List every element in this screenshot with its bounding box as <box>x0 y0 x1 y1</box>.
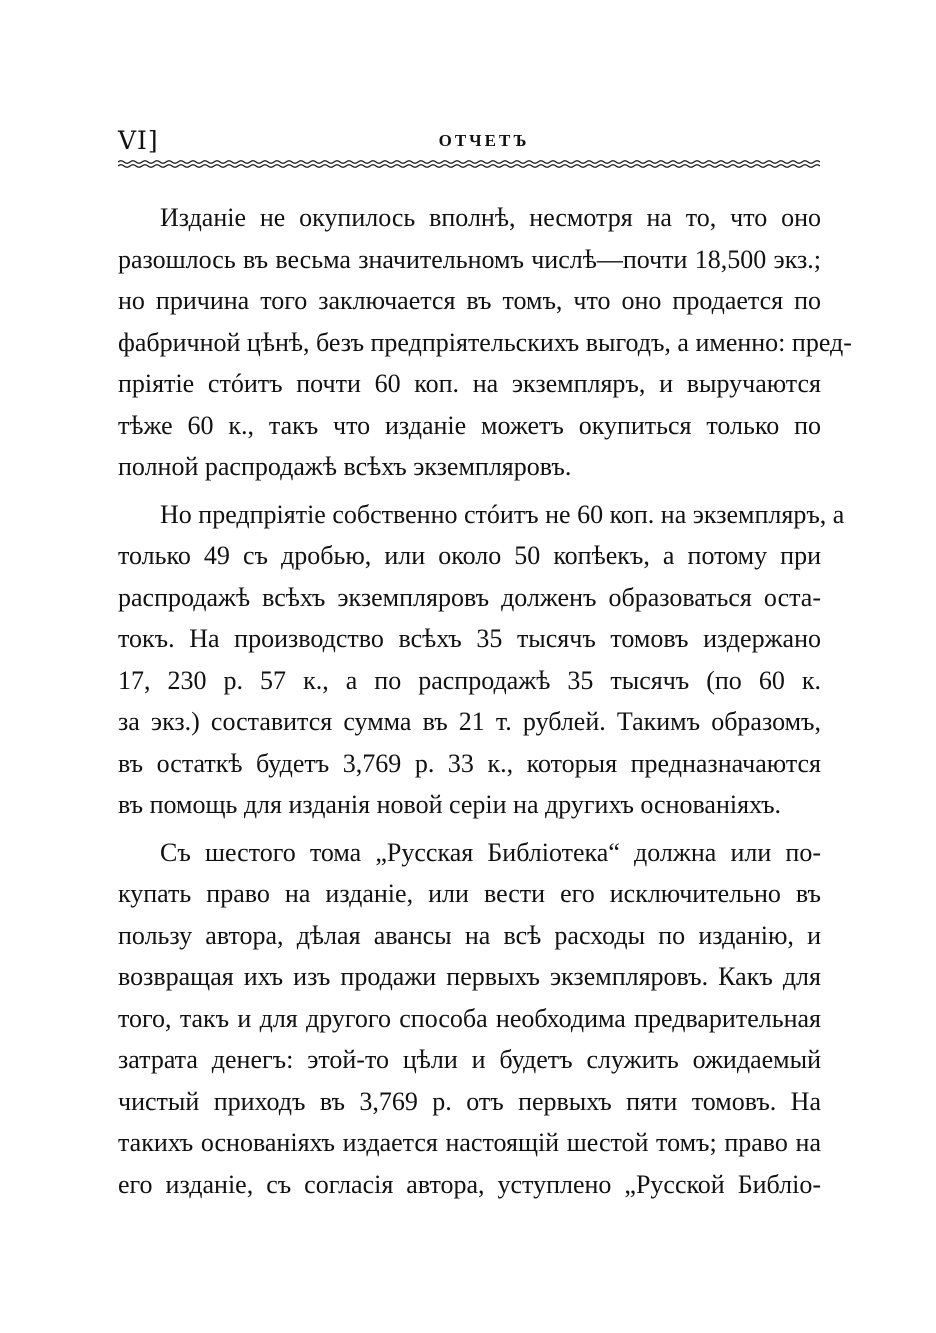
text-line: но причина того заключается въ томъ, что оно продается по <box>118 286 821 315</box>
text-line: только 49 съ дробью, или около 50 копѣекъ, а потому при <box>118 541 821 570</box>
text-line: чистый приходъ въ 3,769 р. отъ первыхъ пяти томовъ. На <box>118 1086 821 1116</box>
text-line: разошлось въ весьма значительномъ числѣ—почти 18,500 экз.; <box>118 244 821 274</box>
body-text <box>118 197 852 1211</box>
text-line: въ помощь для изданія новой серіи на другихъ основаніяхъ. <box>118 790 782 819</box>
text-line: возвращая ихъ изъ продажи первыхъ экземпляровъ. Какъ для <box>118 962 821 991</box>
text-line: купать право на изданіе, или вести его исключительно въ <box>118 879 821 908</box>
text-line: токъ. На производство всѣхъ 35 тысячъ томовъ издержано <box>118 624 821 653</box>
ornamental-wavy-rule <box>118 158 820 170</box>
paragraph <box>118 197 852 488</box>
text-line: пользу автора, дѣлая авансы на всѣ расходы по изданію, и <box>118 920 821 950</box>
text-line: тѣже 60 к., такъ что изданіе можетъ окупиться только по <box>118 410 821 440</box>
text-line: затрата денегъ: этой-то цѣли и будетъ служить ожидаемый <box>118 1045 821 1074</box>
paragraph <box>118 832 821 1206</box>
text-line: за экз.) составится сумма въ 21 т. рублей. Такимъ образомъ, <box>118 707 821 736</box>
text-line: фабричной цѣнѣ, безъ предпріятельскихъ выгодъ, а именно: пред- <box>118 327 852 357</box>
text-line: его изданіе, съ согласія автора, уступлено „Русской Библіо- <box>118 1169 821 1199</box>
page-number: VI] <box>118 126 159 155</box>
running-title: ОТЧЕТЪ <box>438 131 530 150</box>
text-line: распродажѣ всѣхъ экземпляровъ долженъ образоваться оста- <box>118 582 821 612</box>
text-line: въ остаткѣ будетъ 3,769 р. 33 к., которыя предназначаются <box>118 748 821 778</box>
text-line: того, такъ и для другого способа необходима предварительная <box>118 1003 821 1033</box>
paragraph <box>118 494 845 826</box>
text-line: пріятіе стóитъ почти 60 коп. на экземпляръ, и выручаются <box>118 369 821 398</box>
text-line: Съ шестого тома „Русская Библіотека“ должна или по- <box>160 837 821 867</box>
text-line: такихъ основаніяхъ издается настоящій шестой томъ; право на <box>118 1128 821 1157</box>
text-line: Изданіе не окупилось вполнѣ, несмотря на то, что оно <box>160 203 821 232</box>
page-header <box>118 126 820 160</box>
text-line: полной распродажѣ всѣхъ экземпляровъ. <box>118 452 572 481</box>
text-line: 17, 230 р. 57 к., а по распродажѣ 35 тысячъ (по 60 к. <box>118 665 821 695</box>
text-line: Но предпріятіе собственно стóитъ не 60 коп. на экземпляръ, а <box>160 499 845 529</box>
